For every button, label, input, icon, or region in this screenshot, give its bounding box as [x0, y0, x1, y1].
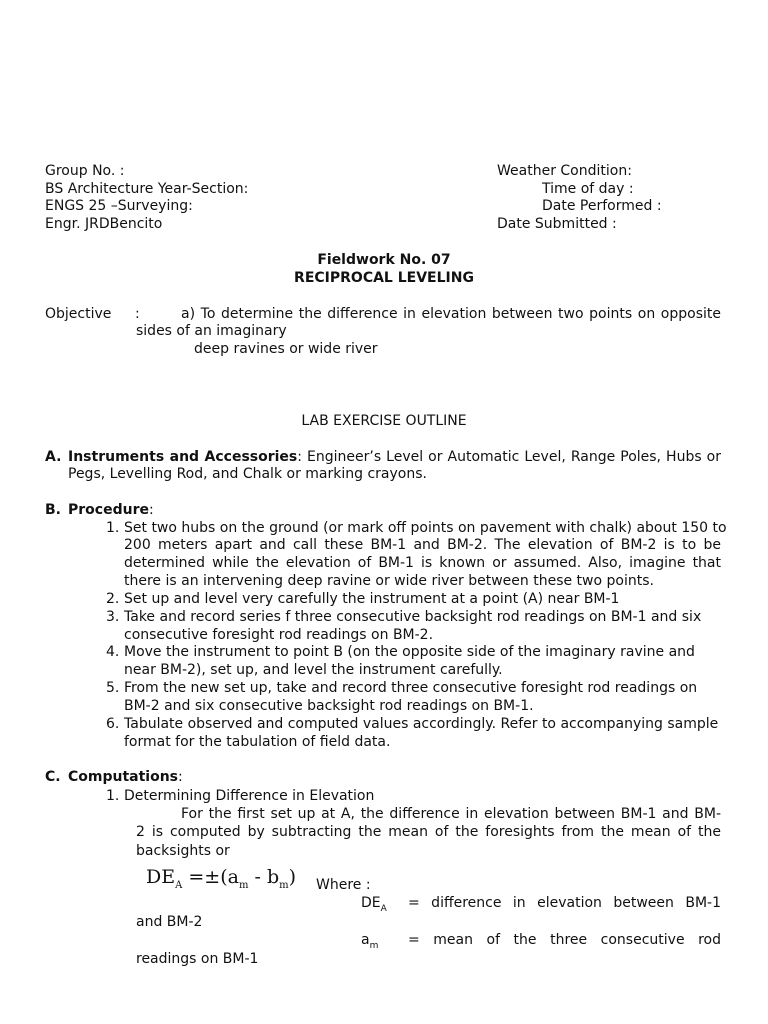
definition-1-text: = difference in elevation between BM-1 — [408, 895, 721, 911]
outline-title: LAB EXERCISE OUTLINE — [301, 413, 467, 429]
computation-para-line-3: backsights or — [136, 843, 230, 859]
section-c-heading: Computations — [68, 769, 179, 785]
step-4-line-2: near BM-2), set up, and level the instrument carefully. — [124, 662, 503, 678]
section-b-heading: Procedure — [68, 502, 149, 518]
step-number: 6. — [106, 716, 120, 732]
instructor-label: Engr. JRDBencito — [45, 216, 163, 232]
definition-2-text: = mean of the three consecutive rod — [408, 932, 721, 948]
section-c-letter: C. — [45, 769, 61, 785]
section-a-line-2: Pegs, Levelling Rod, and Chalk or marking crayons. — [68, 466, 427, 482]
time-of-day-label: Time of day : — [542, 181, 634, 197]
group-no-label: Group No. : — [45, 163, 125, 179]
objective-line-1: a) To determine the difference in elevation between two points on opposite — [181, 306, 721, 322]
section-a-text: : Engineer’s Level or Automatic Level, Range Poles, Hubs or — [297, 449, 721, 465]
step-6-line-1: Tabulate observed and computed values accordingly. Refer to accompanying sample — [124, 716, 719, 732]
objective-line-3: deep ravines or wide river — [194, 341, 378, 357]
step-number: 5. — [106, 680, 120, 696]
computation-para-line-2: 2 is computed by subtracting the mean of the foresights from the mean of the — [136, 824, 721, 840]
computation-item-number: 1. — [106, 788, 120, 804]
section-b-letter: B. — [45, 502, 61, 518]
objective-line-2: sides of an imaginary — [136, 323, 287, 339]
section-a-heading: Instruments and Accessories — [68, 449, 298, 465]
objective-colon: : — [135, 306, 140, 322]
weather-condition-label: Weather Condition: — [497, 163, 632, 179]
step-2-line-1: Set up and level very carefully the instrument at a point (A) near BM-1 — [124, 591, 620, 607]
step-1-line-1: Set two hubs on the ground (or mark off points on pavement with chalk) about 150 to — [124, 520, 727, 536]
section-a-letter: A. — [45, 449, 62, 465]
document-title: RECIPROCAL LEVELING — [294, 270, 474, 286]
step-5-line-2: BM-2 and six consecutive backsight rod readings on BM-1. — [124, 698, 534, 714]
step-number: 2. — [106, 591, 120, 607]
step-5-line-1: From the new set up, take and record three consecutive foresight rod readings on — [124, 680, 698, 696]
definition-2-continuation: readings on BM-1 — [136, 951, 259, 967]
definition-1-continuation: and BM-2 — [136, 914, 203, 930]
fieldwork-number: Fieldwork No. 07 — [317, 252, 451, 268]
year-section-label: BS Architecture Year-Section: — [45, 181, 249, 197]
step-4-line-1: Move the instrument to point B (on the opposite side of the imaginary ravine and — [124, 644, 695, 660]
computation-para-line-1: For the first set up at A, the difference in elevation between BM-1 and BM- — [181, 806, 721, 822]
date-submitted-label: Date Submitted : — [497, 216, 617, 232]
section-b-heading-line: Procedure: — [68, 502, 154, 518]
formula-de-a: $DE_A =\pm(a_m - b_m)$ — [146, 866, 297, 891]
step-1-line-2: 200 meters apart and call these BM-1 and BM-2. The elevation of BM-2 is to be — [124, 537, 721, 553]
definition-1-term: $DE_A$ — [361, 895, 387, 914]
step-number: 1. — [106, 520, 120, 536]
where-label: Where : — [316, 877, 371, 893]
step-1-line-3: determined while the elevation of BM-1 is known or assumed. Also, imagine that — [124, 555, 721, 571]
step-number: 3. — [106, 609, 120, 625]
section-a-line-1 — [68, 449, 721, 467]
step-number: 4. — [106, 644, 120, 660]
definition-2-term: $a_m$ — [361, 932, 379, 951]
step-1-line-4: there is an intervening deep ravine or wide river between these two points. — [124, 573, 654, 589]
date-performed-label: Date Performed : — [542, 198, 662, 214]
course-label: ENGS 25 –Surveying: — [45, 198, 193, 214]
section-c-heading-line: Computations: — [68, 769, 183, 785]
step-3-line-2: consecutive foresight rod readings on BM-2. — [124, 627, 434, 643]
step-3-line-1: Take and record series f three consecutive backsight rod readings on BM-1 and six — [124, 609, 702, 625]
step-6-line-2: format for the tabulation of field data. — [124, 734, 391, 750]
computation-item-title: Determining Difference in Elevation — [124, 788, 375, 804]
objective-label: Objective — [45, 306, 112, 322]
